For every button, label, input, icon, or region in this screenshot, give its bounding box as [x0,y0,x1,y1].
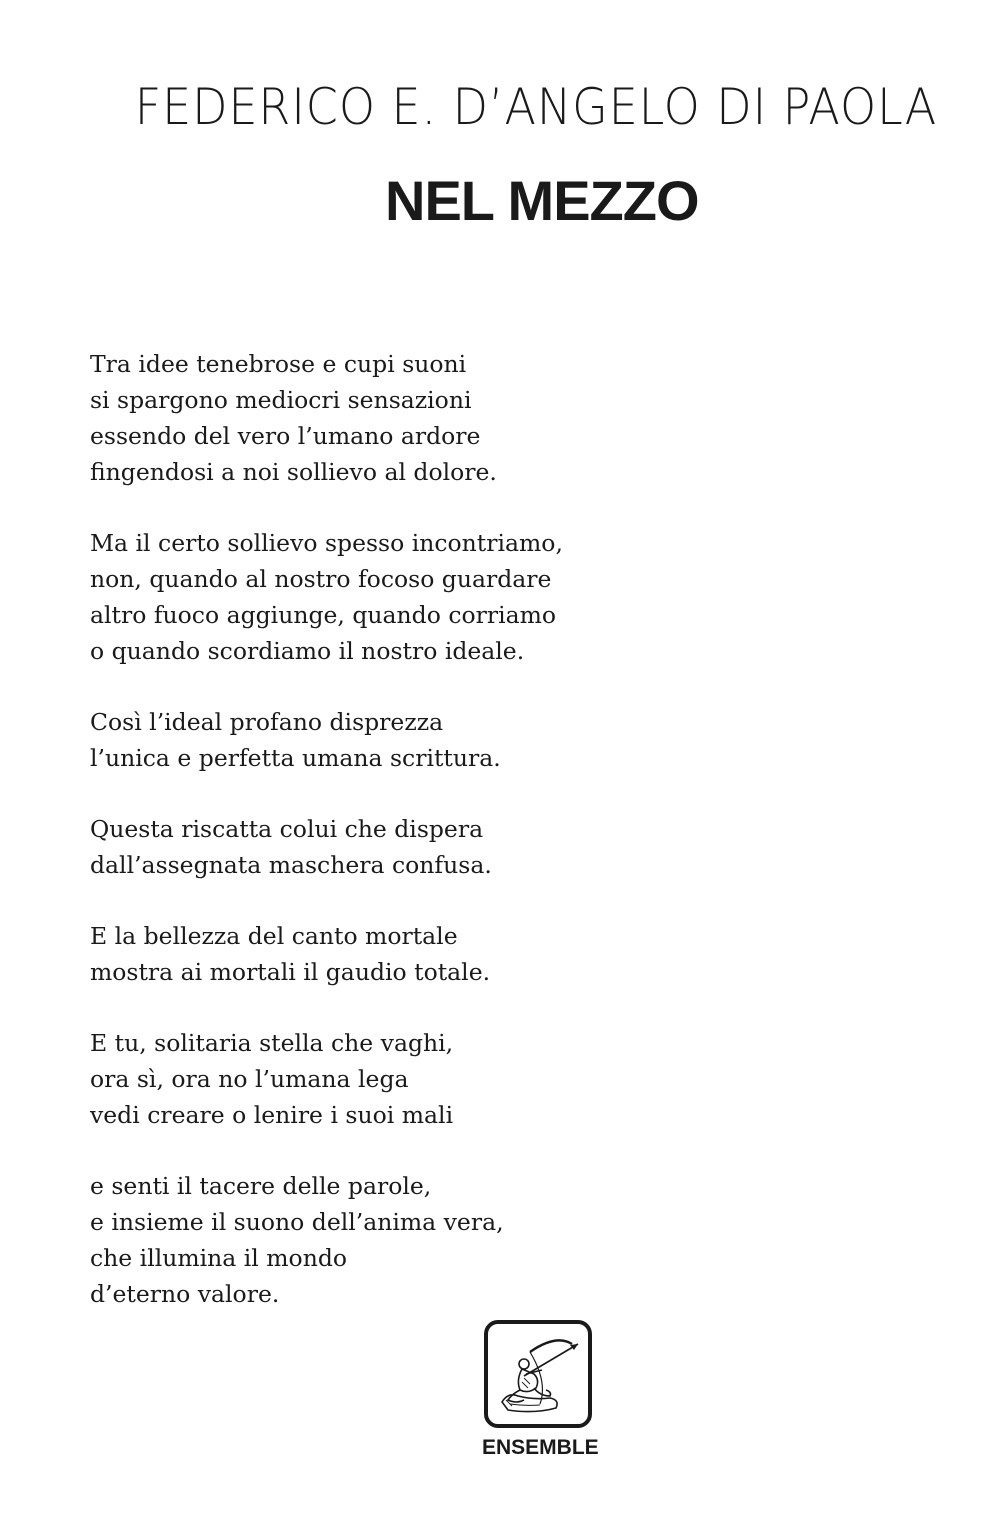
publisher-logo [484,1320,592,1428]
author-name: FEDERICO E. D’ANGELO DI PAOLA [134,78,938,136]
stanza [90,1025,790,1133]
poem [90,346,790,1347]
book-title: NEL MEZZO [385,169,699,232]
poem-line: che illumina il mondo [90,1244,348,1272]
poem-line: ora sì, ora no l’umana lega [90,1065,409,1093]
stanza [90,1168,790,1312]
poem-line: Così l’ideal profano disprezza [90,708,444,736]
poem-line: o quando scordiamo il nostro ideale. [90,637,525,665]
poem-line: d’eterno valore. [90,1280,280,1308]
poem-line: E tu, solitaria stella che vaghi, [90,1029,454,1057]
poem-line: vedi creare o lenire i suoi mali [90,1101,454,1129]
poem-line: dall’assegnata maschera confusa. [90,851,492,879]
poem-line: e senti il tacere delle parole, [90,1172,432,1200]
poem-line: altro fuoco aggiunge, quando corriamo [90,601,557,629]
poem-line: essendo del vero l’umano ardore [90,422,481,450]
stanza [90,811,790,883]
stanza [90,704,790,776]
publisher-name: ENSEMBLE [482,1436,599,1459]
stanza [90,918,790,990]
poem-line: mostra ai mortali il gaudio totale. [90,958,491,986]
poem-line: l’unica e perfetta umana scrittura. [90,744,501,772]
stanza [90,525,790,669]
poem-line: Tra idee tenebrose e cupi suoni [90,350,467,378]
stanza [90,346,790,490]
poem-line: Questa riscatta colui che dispera [90,815,484,843]
poem-line: fingendosi a noi sollievo al dolore. [90,458,497,486]
poem-line: E la bellezza del canto mortale [90,922,458,950]
archer-icon [494,1330,582,1418]
poem-line: e insieme il suono dell’anima vera, [90,1208,504,1236]
poem-line: si spargono mediocri sensazioni [90,386,472,414]
poem-line: Ma il certo sollievo spesso incontriamo, [90,529,563,557]
poem-line: non, quando al nostro focoso guardare [90,565,552,593]
